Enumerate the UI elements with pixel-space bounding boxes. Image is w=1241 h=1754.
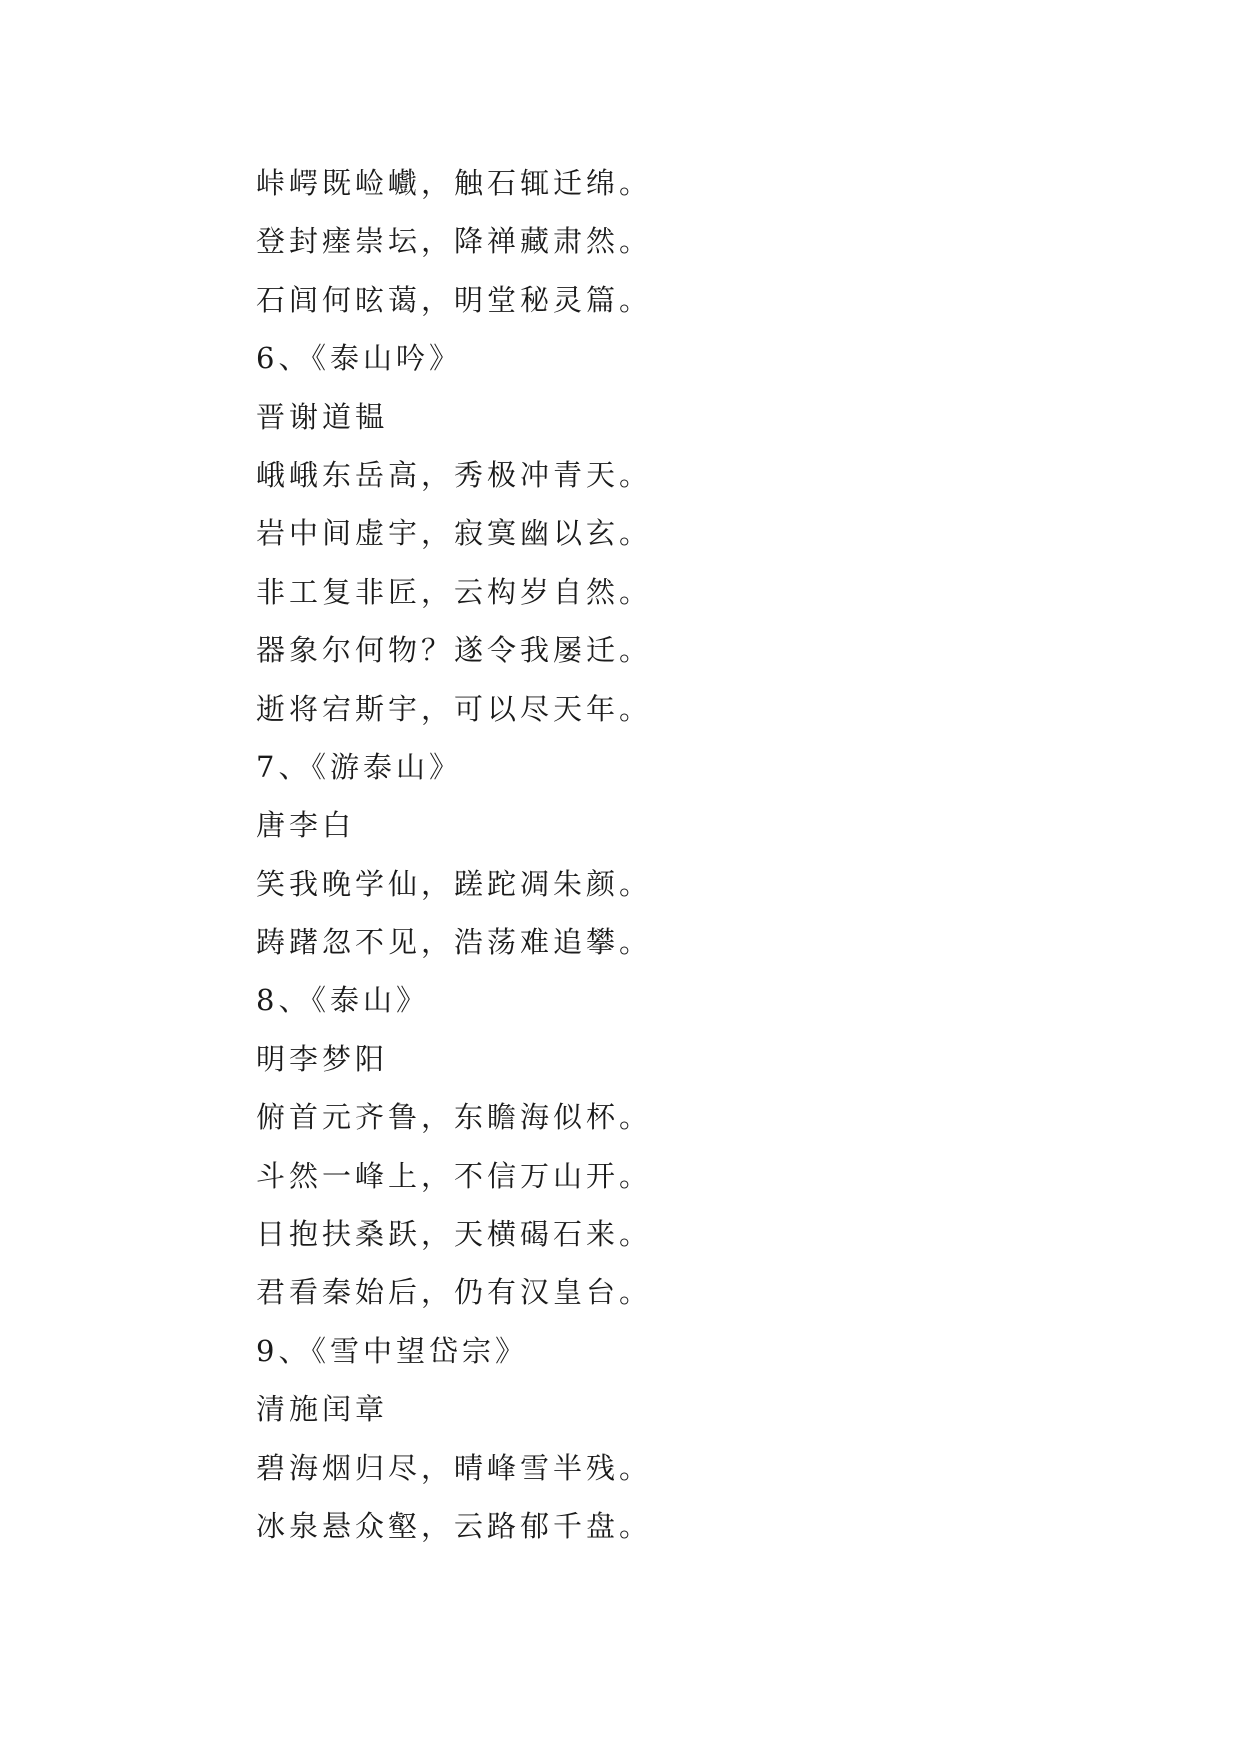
- verse-line: 峨峨东岳高，秀极冲青天。: [256, 457, 653, 492]
- verse-line: 碧海烟归尽，晴峰雪半残。: [256, 1450, 653, 1485]
- verse-line: 笑我晚学仙，蹉跎凋朱颜。: [256, 866, 653, 901]
- poem-author: 明李梦阳: [256, 1041, 389, 1076]
- verse-line: 踌躇忽不见，浩荡难追攀。: [256, 925, 653, 960]
- poem-title: 7、《游泰山》: [256, 749, 462, 784]
- verse-line: 日抱扶桑跃，天横碣石来。: [256, 1217, 653, 1252]
- verse-line: 登封瘗崇坛，降禅藏肃然。: [256, 224, 653, 259]
- poem-text-block: [256, 154, 1016, 1555]
- poem-author: 唐李白: [256, 808, 356, 843]
- verse-line: 逝将宕斯宇，可以尽天年。: [256, 691, 653, 726]
- verse-line: 斗然一峰上，不信万山开。: [256, 1158, 653, 1193]
- poem-author: 晋谢道韫: [256, 399, 389, 434]
- poem-title: 6、《泰山吟》: [256, 341, 462, 376]
- verse-line: 石闾何昡蔼，明堂秘灵篇。: [256, 282, 653, 317]
- poem-title: 9、《雪中望岱宗》: [256, 1333, 528, 1368]
- verse-line: 峠崿既崄巇，触石辄迁绵。: [256, 166, 653, 200]
- verse-line: 俯首元齐鲁，东瞻海似杯。: [256, 1100, 653, 1135]
- verse-line: 君看秦始后，仍有汉皇台。: [256, 1275, 653, 1310]
- verse-line: 冰泉悬众壑，云路郁千盘。: [256, 1508, 653, 1543]
- poem-author: 清施闰章: [256, 1392, 389, 1427]
- verse-line: 器象尔何物？遂令我屡迁。: [256, 633, 653, 668]
- verse-line: 非工复非匠，云构岁自然。: [256, 574, 653, 609]
- poem-title: 8、《泰山》: [256, 983, 429, 1018]
- verse-line: 岩中间虚宇，寂寞幽以玄。: [256, 516, 653, 551]
